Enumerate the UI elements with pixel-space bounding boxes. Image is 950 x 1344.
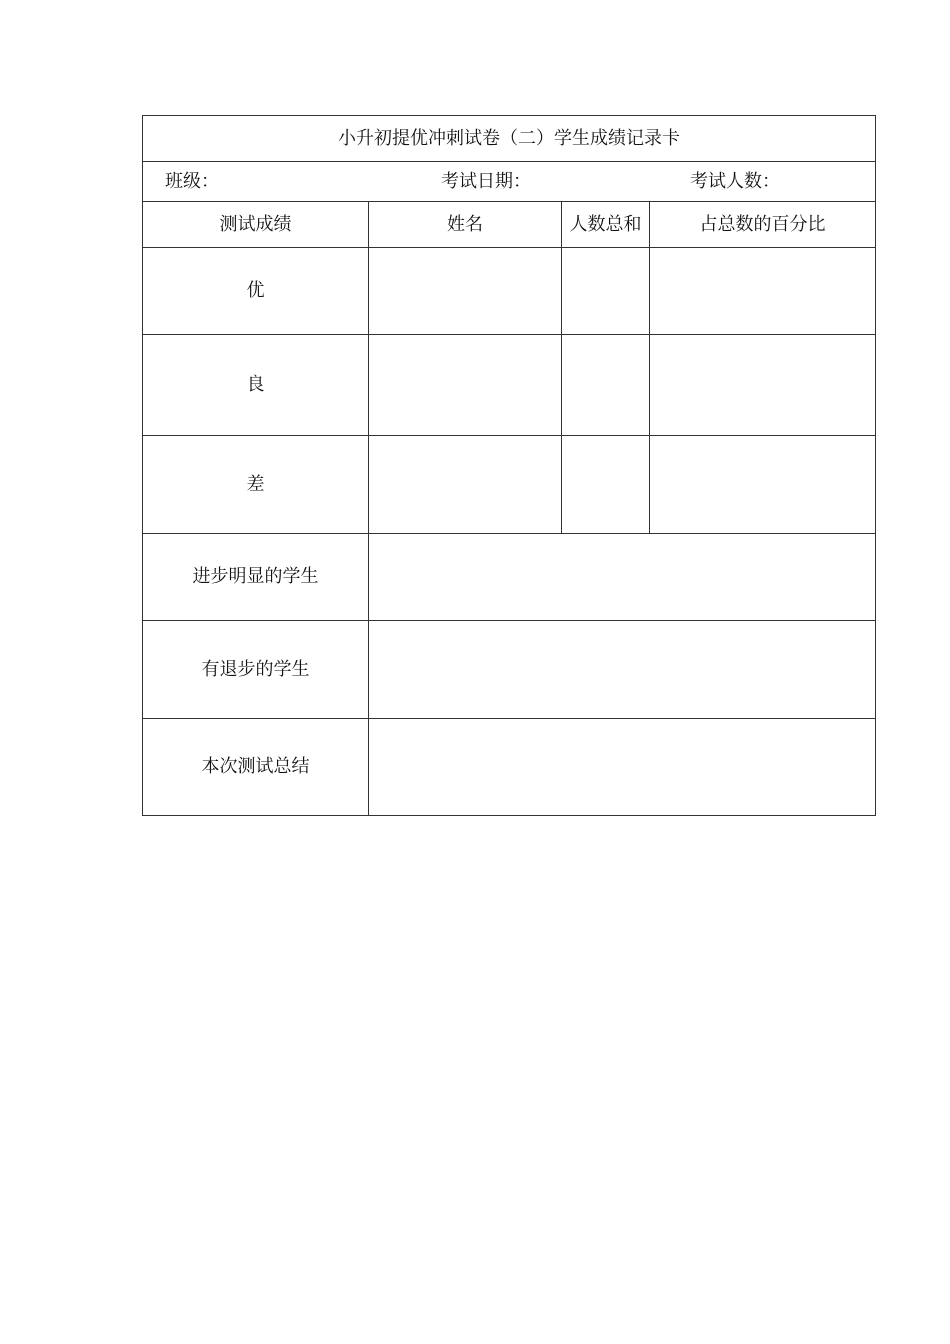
improved-students-row [143,534,876,621]
record-card-table [142,115,876,816]
header-score: 测试成绩 [143,202,369,248]
regressed-students-row [143,621,876,719]
test-summary-cell[interactable] [369,719,876,816]
header-total: 人数总和 [562,202,650,248]
regressed-students-cell[interactable] [369,621,876,719]
name-cell[interactable] [369,436,562,534]
header-percent: 占总数的百分比 [650,202,876,248]
name-cell[interactable] [369,248,562,335]
grade-label: 良 [143,335,369,436]
improved-students-label: 进步明显的学生 [143,534,369,621]
class-label: 班级： [165,170,219,192]
card-title: 小升初提优冲刺试卷（二）学生成绩记录卡 [143,116,876,162]
header-name: 姓名 [369,202,562,248]
title-row [143,116,876,162]
name-cell[interactable] [369,335,562,436]
total-cell[interactable] [562,248,650,335]
grade-label: 优 [143,248,369,335]
grade-row-poor [143,436,876,534]
info-cell [143,162,876,202]
exam-count-label: 考试人数： [690,170,780,192]
grade-row-excellent [143,248,876,335]
test-summary-label: 本次测试总结 [143,719,369,816]
info-row [143,162,876,202]
percent-cell[interactable] [650,335,876,436]
grade-label: 差 [143,436,369,534]
test-summary-row [143,719,876,816]
header-row [143,202,876,248]
regressed-students-label: 有退步的学生 [143,621,369,719]
total-cell[interactable] [562,335,650,436]
improved-students-cell[interactable] [369,534,876,621]
grade-row-good [143,335,876,436]
total-cell[interactable] [562,436,650,534]
percent-cell[interactable] [650,436,876,534]
percent-cell[interactable] [650,248,876,335]
exam-date-label: 考试日期： [441,170,531,192]
